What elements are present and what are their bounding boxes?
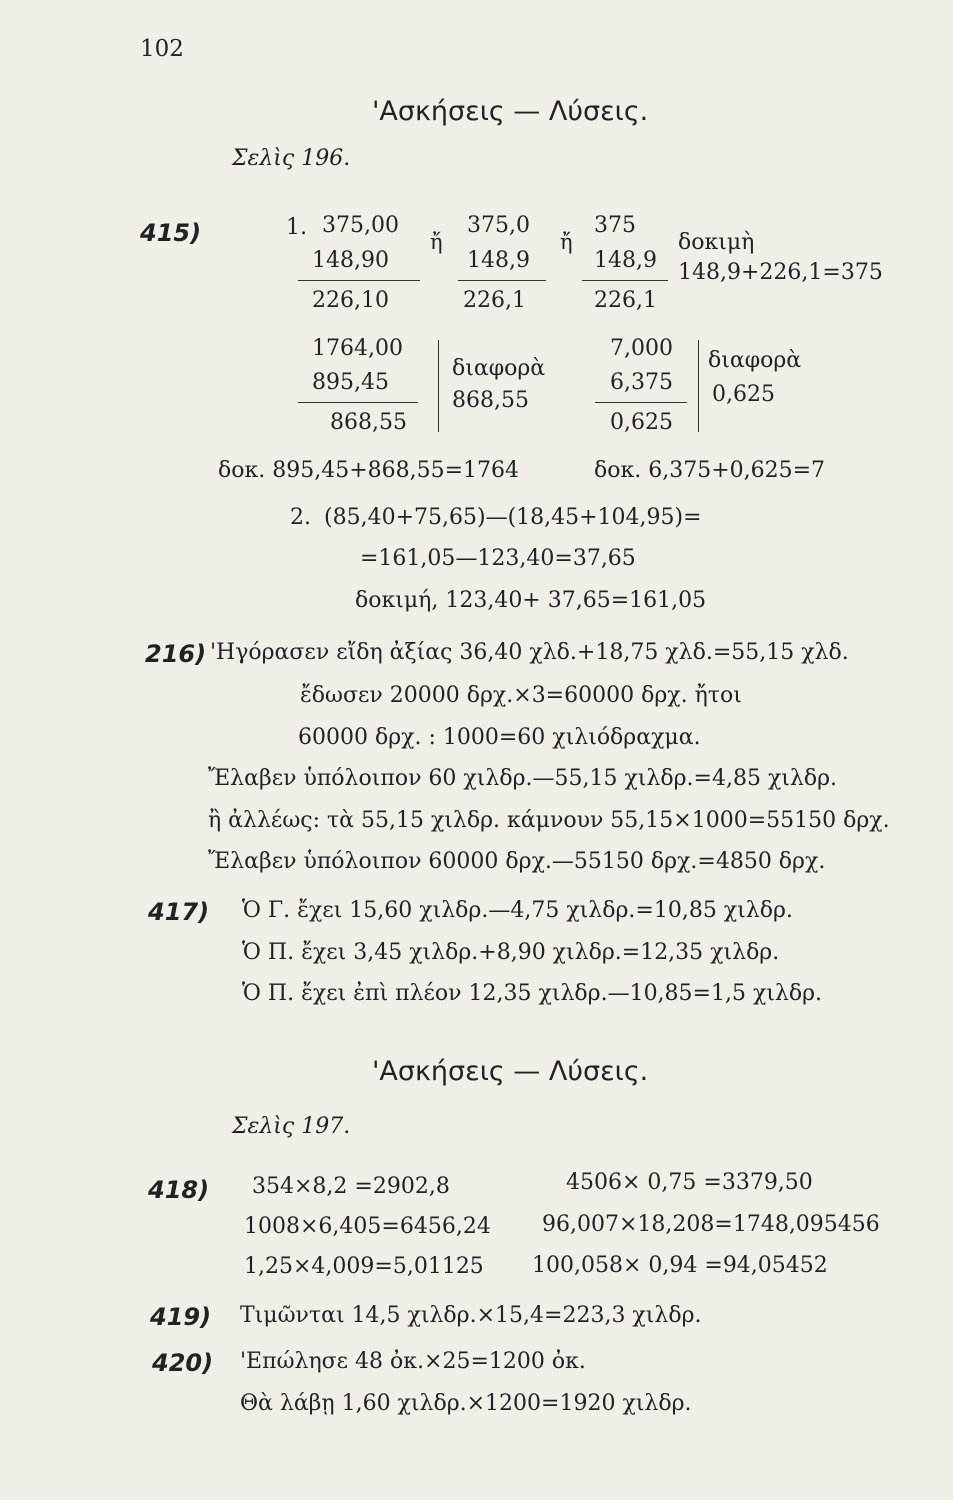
- calc-value: 148,9: [467, 248, 530, 273]
- sum-line: [458, 280, 546, 281]
- calc-line: 96,007×18,208=1748,095456: [542, 1212, 880, 1237]
- or-word: ἤ: [430, 230, 443, 254]
- page-reference: Σελὶς 197.: [232, 1114, 351, 1139]
- text-line: Ὁ Π. ἔχει 3,45 χιλδρ.+8,90 χιλδρ.=12,35 χιλδρ.: [242, 940, 780, 965]
- text-line: Ἔλαβεν ὑπόλοιπον 60000 δρχ.—55150 δρχ.=4850 δρχ.: [208, 849, 826, 874]
- brace: [690, 340, 699, 432]
- calc-result: 226,1: [594, 288, 657, 313]
- subpart-number: 2.: [290, 505, 311, 530]
- check-equation: 148,9+226,1=375: [678, 260, 883, 285]
- check-line: δοκιμή, 123,40+ 37,65=161,05: [355, 588, 707, 613]
- text-line: Τιμῶνται 14,5 χιλδρ.×15,4=223,3 χιλδρ.: [240, 1303, 702, 1328]
- text-line: Θὰ λάβῃ 1,60 χιλδρ.×1200=1920 χιλδρ.: [240, 1391, 692, 1416]
- calc-line: 1008×6,405=6456,24: [244, 1214, 491, 1239]
- sum-line: [298, 280, 420, 281]
- text-line: 'Ηγόρασεν εἴδη ἀξίας 36,40 χλδ.+18,75 χλδ.=55,15 χλδ.: [210, 640, 849, 665]
- calc-line: (85,40+75,65)—(18,45+104,95)=: [324, 505, 702, 530]
- calc-result: 868,55: [330, 410, 407, 435]
- calc-value: 375,00: [322, 213, 399, 238]
- calc-line: 4506× 0,75 =3379,50: [566, 1170, 813, 1195]
- check-line: δοκ. 6,375+0,625=7: [594, 458, 826, 483]
- calc-line: =161,05—123,40=37,65: [360, 546, 636, 571]
- exercise-label: 419): [150, 1303, 212, 1331]
- exercise-label: 417): [148, 898, 210, 926]
- calc-value: 375: [594, 213, 636, 238]
- calc-value: 375,0: [467, 213, 530, 238]
- calc-result: 0,625: [610, 410, 673, 435]
- text-line: Ἔλαβεν ὑπόλοιπον 60 χιλδρ.—55,15 χιλδρ.=4,85 χιλδρ.: [208, 766, 838, 791]
- check-line: δοκ. 895,45+868,55=1764: [218, 458, 520, 483]
- sum-line: [298, 402, 418, 403]
- text-line: 'Επώλησε 48 ὀκ.×25=1200 ὀκ.: [240, 1349, 586, 1374]
- page-reference: Σελὶς 196.: [232, 146, 351, 171]
- calc-value: 895,45: [312, 370, 389, 395]
- or-word: ἤ: [560, 230, 573, 254]
- difference-value: 868,55: [452, 388, 529, 413]
- exercise-label: 415): [140, 219, 202, 247]
- subpart-number: 1.: [286, 215, 307, 240]
- text-line: ἔδωσεν 20000 δρχ.×3=60000 δρχ. ἤτοι: [300, 683, 742, 708]
- section-heading: 'Ασκήσεις — Λύσεις.: [372, 1056, 649, 1087]
- text-line: Ὁ Π. ἔχει ἐπὶ πλέον 12,35 χιλδρ.—10,85=1,5 χιλδρ.: [242, 981, 823, 1006]
- check-word: δοκιμὴ: [678, 230, 755, 255]
- calc-result: 226,1: [463, 288, 526, 313]
- exercise-label: 216): [145, 640, 207, 668]
- exercise-label: 420): [152, 1349, 214, 1377]
- section-heading: 'Ασκήσεις — Λύσεις.: [372, 96, 649, 127]
- page-number: 102: [140, 36, 184, 62]
- difference-word: διαφορὰ: [708, 348, 802, 373]
- calc-value: 6,375: [610, 370, 673, 395]
- sum-line: [582, 280, 668, 281]
- calc-value: 148,9: [594, 248, 657, 273]
- brace: [430, 340, 439, 432]
- text-line: Ὁ Γ. ἔχει 15,60 χιλδρ.—4,75 χιλδρ.=10,85 χιλδρ.: [242, 898, 793, 923]
- calc-line: 1,25×4,009=5,01125: [244, 1254, 484, 1279]
- text-line: ἢ ἀλλέως: τὰ 55,15 χιλδρ. κάμνουν 55,15×1000=55150 δρχ.: [208, 808, 890, 833]
- calc-line: 354×8,2 =2902,8: [252, 1174, 450, 1199]
- calc-value: 1764,00: [312, 336, 403, 361]
- text-line: 60000 δρχ. : 1000=60 χιλιόδραχμα.: [298, 725, 701, 750]
- calc-value: 148,90: [312, 248, 389, 273]
- exercise-label: 418): [148, 1176, 210, 1204]
- difference-value: 0,625: [712, 382, 775, 407]
- calc-line: 100,058× 0,94 =94,05452: [532, 1253, 828, 1278]
- difference-word: διαφορὰ: [452, 356, 546, 381]
- calc-value: 7,000: [610, 336, 673, 361]
- calc-result: 226,10: [312, 288, 389, 313]
- sum-line: [595, 402, 687, 403]
